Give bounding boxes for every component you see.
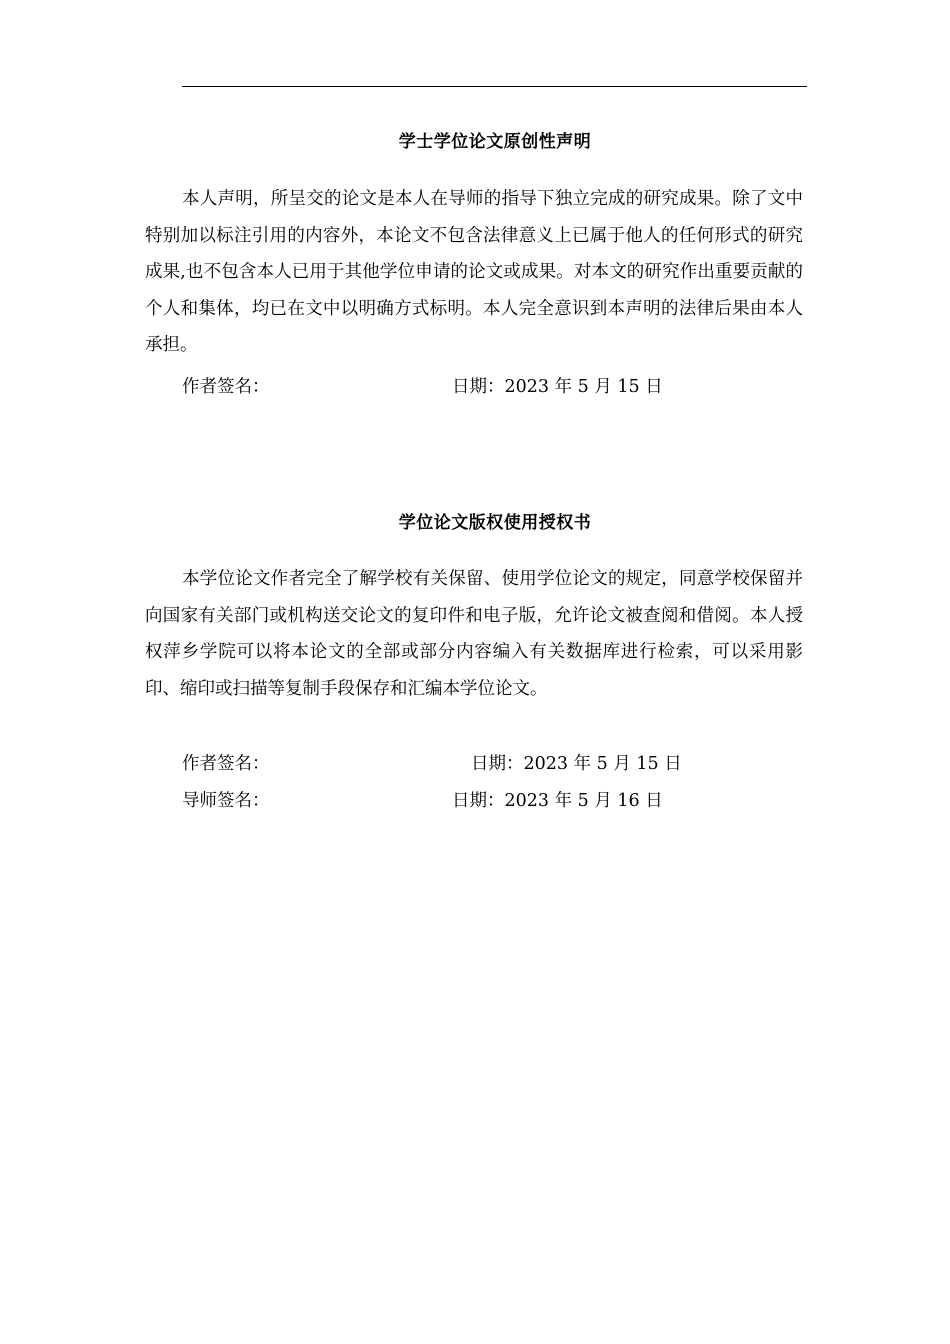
authorization-body: 本学位论文作者完全了解学校有关保留、使用学位论文的规定，同意学校保留并向国家有关部门或机构送交论文的复印件和电子版，允许论文被查阅和借阅。本人授权萍乡学院可以将本论文的全部或部分内容编入有关数据库进行检索，可以采用影印、缩印或扫描等复制手段保存和汇编本学位论文。 (145, 569, 803, 699)
authorization-author-signature-label: 作者签名： (182, 754, 270, 774)
declaration-body: 本人声明，所呈交的论文是本人在导师的指导下独立完成的研究成果。除了文中特别加以标注引用的内容外，本论文不包含法律意义上已属于他人的任何形式的研究成果,也不包含本人已用于其他学位申请的论文或成果。对本文的研究作出重要贡献的个人和集体，均已在文中以明确方式标明。本人完全意识到本声明的法律后果由本人承担。 (145, 189, 803, 355)
authorization-author-date: 日期：2023 年 5 月 15 日 (471, 754, 682, 774)
declaration-date: 日期：2023 年 5 月 15 日 (452, 377, 663, 397)
header-rule (182, 86, 807, 87)
authorization-title: 学位论文版权使用授权书 (398, 513, 592, 533)
declaration-title: 学士学位论文原创性声明 (398, 132, 592, 152)
authorization-advisor-signature-label: 导师签名： (182, 791, 270, 811)
authorization-advisor-date: 日期：2023 年 5 月 16 日 (452, 791, 663, 811)
declaration-author-signature-label: 作者签名： (182, 377, 270, 397)
